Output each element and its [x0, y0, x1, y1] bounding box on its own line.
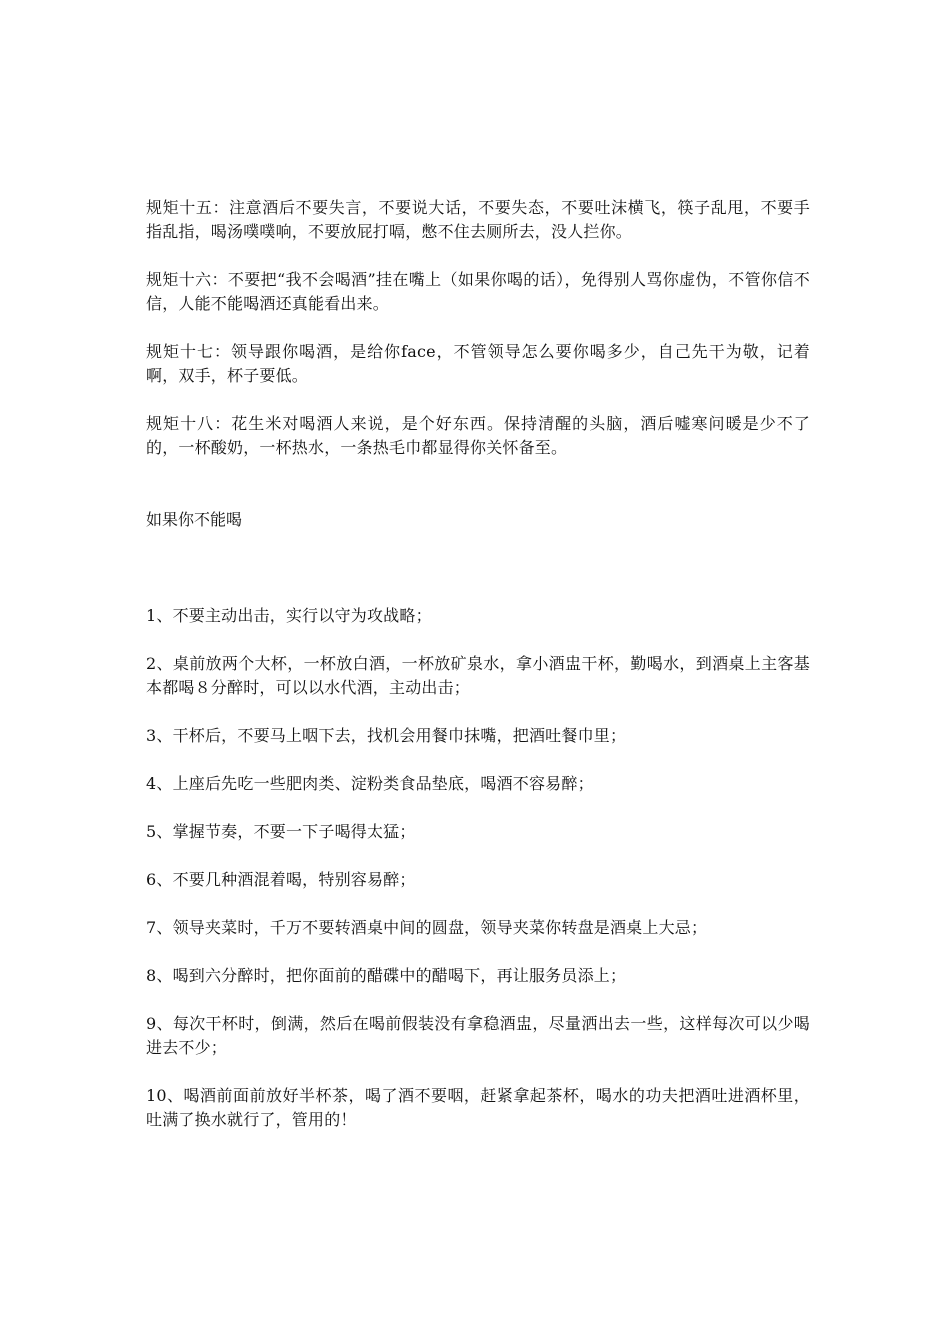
rule-15-paragraph: 规矩十五：注意酒后不要失言，不要说大话，不要失态，不要吐沫横飞，筷子乱甩，不要手指乱指，喝汤噗噗响，不要放屁打嗝，憋不住去厕所去，没人拦你。 — [146, 198, 810, 241]
tip-item: 9、每次干杯时，倒满，然后在喝前假装没有拿稳酒盅，尽量洒出去一些，这样每次可以少喝进去不少； — [146, 1014, 810, 1057]
section-heading: 如果你不能喝 — [146, 510, 243, 529]
tip-item: 4、上座后先吃一些肥肉类、淀粉类食品垫底，喝酒不容易醉； — [146, 774, 594, 793]
rule-17-paragraph: 规矩十七：领导跟你喝酒，是给你face，不管领导怎么要你喝多少，自己先干为敬，记着啊，双手，杯子要低。 — [146, 342, 810, 385]
tip-item: 7、领导夹菜时，千万不要转酒桌中间的圆盘，领导夹菜你转盘是酒桌上大忌； — [146, 918, 708, 937]
rule-18-paragraph: 规矩十八：花生米对喝酒人来说，是个好东西。保持清醒的头脑，酒后嘘寒问暖是少不了的，一杯酸奶，一杯热水，一条热毛巾都显得你关怀备至。 — [146, 414, 810, 457]
tip-item: 1、不要主动出击，实行以守为攻战略； — [146, 606, 432, 625]
tip-item: 10、喝酒前面前放好半杯茶，喝了酒不要咽，赶紧拿起茶杯，喝水的功夫把酒吐进酒杯里，吐满了换水就行了，管用的！ — [146, 1086, 810, 1129]
rule-16-paragraph: 规矩十六：不要把“我不会喝酒”挂在嘴上（如果你喝的话），免得别人骂你虚伪，不管你信不信，人能不能喝酒还真能看出来。 — [146, 270, 810, 313]
tip-item: 3、干杯后，不要马上咽下去，找机会用餐巾抹嘴，把酒吐餐巾里； — [146, 726, 627, 745]
tip-item: 6、不要几种酒混着喝，特别容易醉； — [146, 870, 416, 889]
tips-list — [146, 604, 810, 1132]
tip-item: 2、桌前放两个大杯，一杯放白酒，一杯放矿泉水，拿小酒盅干杯，勤喝水，到酒桌上主客基本都喝８分醉时，可以以水代酒，主动出击； — [146, 654, 810, 697]
tip-item: 8、喝到六分醉时，把你面前的醋碟中的醋喝下，再让服务员添上； — [146, 966, 627, 985]
tip-item: 5、掌握节奏，不要一下子喝得太猛； — [146, 822, 416, 841]
document-body — [146, 196, 810, 1156]
